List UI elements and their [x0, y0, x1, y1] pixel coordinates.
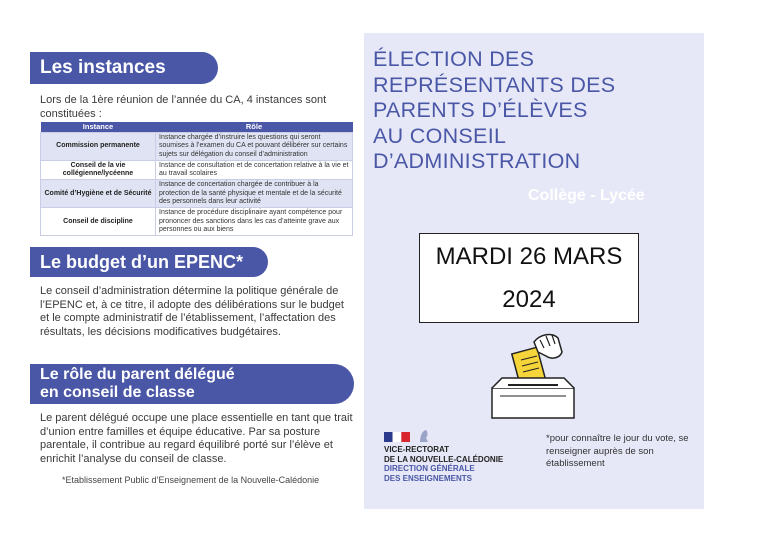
title-line: PARENTS D’ÉLÈVES: [373, 98, 588, 122]
title-line: ÉLECTION DES: [373, 47, 535, 71]
instances-table: [40, 122, 353, 236]
table-header: Instance: [41, 122, 156, 133]
election-year: 2024: [502, 286, 556, 313]
subtitle-college-lycee: Collège - Lycée: [528, 187, 645, 204]
instance-name: Conseil de discipline: [41, 208, 156, 236]
heading-budget: Le budget d’un EPENC*: [30, 247, 268, 277]
instance-role: Instance de concertation chargée de contribuer à la protection de la santé physique et mentale et de la sécurité des personnels dans leur activité: [156, 180, 353, 208]
table-row: [41, 160, 353, 180]
logo-line: VICE-RECTORAT: [384, 445, 450, 454]
title-line: D’ADMINISTRATION: [373, 149, 581, 173]
french-flag-icon: [384, 432, 410, 442]
logo-line: DES ENSEIGNEMENTS: [384, 473, 473, 483]
ballot-box-icon: [488, 330, 578, 420]
instance-name: Commission permanente: [41, 133, 156, 161]
election-date-box: [419, 233, 639, 323]
heading-line: Le rôle du parent délégué: [40, 366, 235, 383]
heading-les-instances: Les instances: [30, 52, 218, 84]
title-line: AU CONSEIL: [373, 123, 507, 148]
heading-line: en conseil de classe: [40, 384, 195, 401]
parent-delegue-text: Le parent délégué occupe une place essentielle en tant que trait d’union entre familles et équipe éducative. Par sa posture parentale, il contribue au regard équilibré porté sur l’élève et enrichit l’analyse du conseil de classe.: [40, 412, 353, 465]
logo-line: DIRECTION GÉNÉRALE: [384, 464, 475, 473]
election-date: MARDI 26 MARS: [435, 243, 623, 270]
logo-direction: [384, 464, 475, 483]
budget-text: Le conseil d’administration détermine la politique générale de l’EPENC et, à ce titre, il adopte des délibérations sur le budget et le compte administratif de l’établissement, l’affectation des résultats, les décisions modificatives budgétaires.: [40, 285, 344, 338]
table-row: [41, 133, 353, 161]
table-row: [41, 208, 353, 236]
logo-line: DE LA NOUVELLE-CALÉDONIE: [384, 454, 504, 464]
table-row: [41, 180, 353, 208]
instance-role: Instance chargée d’instruire les questions qui seront soumises à l’examen du CA et pouvant délibérer sur certains sujets sur délégation du conseil d’administration: [156, 133, 353, 161]
instance-role: Instance de consultation et de concertation relative à la vie et au travail scolaires: [156, 160, 353, 180]
vote-note: *pour connaître le jour du vote, se renseigner auprès de son établissement: [546, 433, 689, 469]
title-line: REPRÉSENTANTS DES: [373, 72, 616, 97]
footnote: *Etablissement Public d’Enseignement de la Nouvelle-Calédonie: [62, 475, 320, 485]
election-title: [373, 47, 693, 175]
instance-role: Instance de procédure disciplinaire ayant compétence pour prononcer des sanctions dans les cas d’atteinte grave aux personnes ou aux biens: [156, 208, 353, 236]
heading-parent-delegue: [30, 364, 354, 404]
table-header: Rôle: [156, 122, 353, 133]
instances-intro: Lors de la 1ère réunion de l’année du CA, 4 instances sont constituées :: [40, 94, 327, 120]
table-header-row: [41, 122, 353, 133]
marianne-logo-icon: [416, 428, 432, 444]
logo-vice-rectorat: [384, 445, 503, 464]
instance-name: Conseil de la vie collégienne/lycéenne: [41, 160, 156, 180]
instance-name: Comité d’Hygiène et de Sécurité: [41, 180, 156, 208]
